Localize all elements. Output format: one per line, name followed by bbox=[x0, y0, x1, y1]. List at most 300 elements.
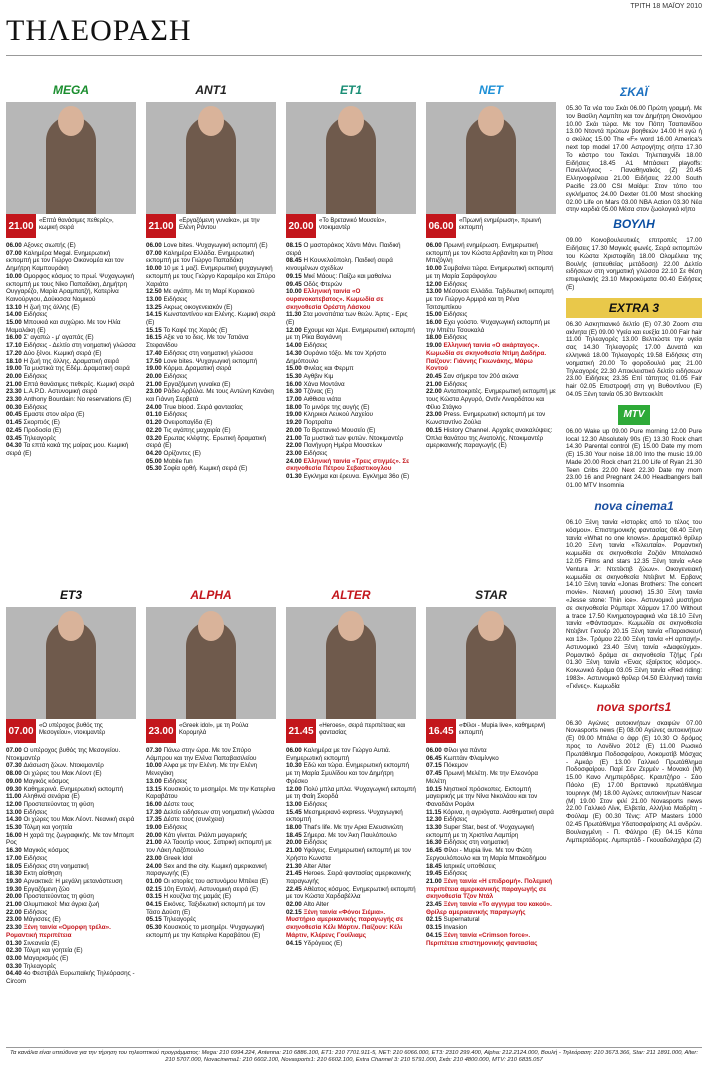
program-time: 07.15 bbox=[426, 762, 444, 770]
program-item bbox=[286, 786, 416, 801]
program-item bbox=[286, 327, 416, 342]
program-item bbox=[286, 419, 416, 427]
program-title: Πρωινή Μελέτη. Με την Ελεονόρα Μελέτη bbox=[426, 770, 539, 785]
program-item bbox=[6, 373, 136, 381]
program-title: Η Κουνελοϋπολη. Παιδική σειρά κινουμένων σχεδίων bbox=[286, 257, 393, 273]
program-title: Ειδήσεις bbox=[443, 816, 468, 824]
program-title: Σοφία ορθή. Κωμική σειρά (Ε) bbox=[163, 465, 248, 473]
program-title: Ο υπέροχος βυθός της Μεσογείου. Ντοκιμαντέρ bbox=[6, 747, 121, 762]
program-title: Ουράνιο τόξο. Με τον Χρήστο Δημόπουλο bbox=[286, 349, 387, 365]
program-title: Ξένη ταινία «Φόνοι Σιέμια». Μυστήριο αμερικανικής παραγωγής σε σκηνοθεσία Κέλι Μάρτιν. Παίζουν: Κέλι Μάρτιν, Κλέρενς Γουίλιαμς bbox=[286, 908, 404, 939]
program-list bbox=[6, 242, 136, 458]
program-time: 19.00 bbox=[146, 365, 164, 373]
program-time: 21.00 bbox=[146, 380, 164, 388]
program-item bbox=[426, 388, 556, 411]
program-item bbox=[6, 427, 136, 435]
program-item bbox=[426, 334, 556, 342]
program-item bbox=[146, 365, 276, 373]
program-time: 10.00 bbox=[286, 288, 304, 296]
program-time: 20.00 bbox=[286, 839, 304, 847]
program-time: 04.30 bbox=[6, 442, 24, 450]
program-item bbox=[6, 396, 136, 404]
program-title: Εμαστε στον αέρα (Ε) bbox=[23, 411, 85, 419]
program-item bbox=[426, 916, 556, 924]
program-time: 02.15 bbox=[286, 908, 304, 916]
program-title: Εικόνες. Ταξιδιωτική εκπομπή με τον Τάσο Δούση (Ε) bbox=[146, 901, 266, 916]
program-time: 14.00 bbox=[286, 342, 304, 350]
channel-logo-et3: ΕΤ3 bbox=[59, 588, 82, 602]
program-title: Αλφα με την Ελένη. Με την Ελένη Μενεγάκη bbox=[146, 762, 258, 778]
program-title: Πανήγυρη Ημέρα Μουσείων bbox=[303, 442, 383, 450]
channel-logo-nova1: nova cinema1 bbox=[594, 499, 674, 514]
program-title: Κουσκούς το μεσημέρι. Ψυχαγωγική εκπομπή με την Κατερίνα Καραβάτου (Ε) bbox=[146, 924, 265, 939]
highlight-time: 06.00 bbox=[426, 214, 456, 238]
program-title: Συμβαίνει τώρα. Ενημερωτική εκπομπή με τη Μαρία Σαράφογλου bbox=[426, 265, 554, 280]
program-title: Σ' αγαπώ - μ' αγαπάς (Ε) bbox=[23, 334, 94, 342]
program-item bbox=[6, 762, 136, 770]
program-item bbox=[146, 288, 276, 296]
program-time: 08.45 bbox=[286, 257, 304, 265]
program-item bbox=[6, 824, 136, 832]
program-time: 14.30 bbox=[6, 816, 24, 824]
program-time: 05.30 bbox=[146, 924, 164, 932]
right-block-skai bbox=[566, 82, 702, 214]
program-title: Φίλοι για πάντα bbox=[443, 747, 487, 754]
program-title: Οι χώρες του Μακ Λέοντ. Νεανική σειρά bbox=[23, 816, 135, 824]
channel-column-ant1 bbox=[146, 80, 276, 473]
program-time: 13.00 bbox=[286, 800, 304, 808]
channel-logo-vouli: ΒΟΥΛΗ bbox=[613, 217, 655, 232]
program-title: Press. Ενημερωτική εκπομπή με τον Κωνσταντίνο Ζούλα bbox=[426, 411, 546, 427]
program-title: Τόλμη και γοητεία bbox=[23, 824, 73, 832]
program-time: 10.15 bbox=[426, 785, 444, 793]
program-paragraph: 06.10 Ξένη ταινία «Ιστορίες από το τέλος του κόσμου». Επιστημονικής φαντασίας 08.40 Ξένη ταινία «What no one knows». Δραματικό θρίλερ 10.20 Ξένη ταινία «Τελευταία». Ρομαντική κωμωδία σε σκηνοθεσία Ζοζιάν Μπαλασκό 12.05 Films and stars 12.35 Ξένη ταινία «Ace Ventura Jr: Ντετέκτιβ ζώων». Οικογενειακή κωμωδία σε σκηνοθεσία Ντέιβιντ Μ. Ερβανς 14.10 Ξένη ταινία «Jonas Brothers: The concert movie». Νεανική μουσική 15.30 Ξένη ταινία «Jesse stone: Thin ice». Αστυνομικό μυστήριο σε σκηνοθεσία Ρόμπερτ Χάρμον 17.00 Without a trace 17.50 Κινηματογραφικά νέα 18.10 Ξένη ταινία «Φάντασμα». Κωμωδία σε σκηνοθεσία Ντέιβιντ Γκουέρ 20.15 Ξένη ταινία «Παραισκευή και 13». Τρόμου 22.00 Ξένη ταινία «Η αρπαγή». Αστυνομικό 23.40 Ξένη ταινία «Διαφεύγμα». Ρομαντικό δράμα σε σκηνοθεσία Τζήμς Γρέι 01.30 Ξένη ταινία «Ένας εξαίρετος κόσμος». Κοινωνικό δράμα 03.05 Ξένη ταινία «Red riding: 1983». Αστυνομικό θρίλερ 04.50 Ελληνική ταινία «Γκίνες». Κωμωδία bbox=[566, 519, 702, 690]
program-title: Προδοσία (Ε) bbox=[23, 426, 62, 434]
program-title: Μπουκιά και συχώριο. Με τον Ηλία Μαμαλάκη (Ε) bbox=[6, 319, 121, 334]
program-title: Ειδήσεις bbox=[23, 403, 48, 411]
program-time: 16.00 bbox=[286, 380, 304, 388]
program-time: 02.15 bbox=[426, 916, 444, 924]
program-time: 01.45 bbox=[6, 419, 24, 427]
program-item bbox=[6, 924, 136, 939]
program-title: Οδός Φτερών bbox=[303, 280, 343, 288]
program-item bbox=[286, 311, 416, 326]
program-item bbox=[426, 342, 556, 373]
channel-logo-alpha: ALPHA bbox=[190, 588, 232, 602]
program-title: Sex and the city. Κωμική αμερικανική παραγωγής (Ε) bbox=[146, 862, 267, 878]
program-time: 15.00 bbox=[6, 319, 24, 327]
highlight-caption bbox=[6, 214, 136, 238]
program-title: Με αγάπη. Με τη Μαρί Κυριακού bbox=[163, 288, 255, 296]
program-title: Υδρόγειος (Ε) bbox=[303, 939, 343, 947]
program-time: 24.00 bbox=[146, 862, 164, 870]
program-time: 19.45 bbox=[426, 870, 444, 878]
program-item bbox=[146, 311, 276, 326]
program-title: Ξένη ταινία «Ομορφη τρέλα». Ρομαντική περιπέτεια bbox=[6, 924, 111, 939]
program-title: Πρωινή ενημέρωση. Ενημερωτική εκπομπή με τον Κώστα Αρβανίτη και τη Ρίτσα Μπιζόγλη bbox=[426, 242, 553, 265]
program-item bbox=[426, 747, 556, 755]
program-time: 06.00 bbox=[426, 747, 444, 754]
program-item bbox=[426, 878, 556, 901]
program-item bbox=[146, 265, 276, 288]
program-time: 21.00 bbox=[426, 877, 444, 885]
program-time: 16.45 bbox=[426, 847, 444, 855]
program-item bbox=[286, 257, 416, 272]
program-title: Ελληνική ταινία «Ο ουρανοκατεβατος». Κωμωδία σε σκηνοθεσία Ορέστη Λάσκου bbox=[286, 288, 384, 311]
program-title: 10η Εντολή. Αστυνομική σειρά (Ε) bbox=[163, 885, 259, 893]
channel-photo-net bbox=[426, 102, 556, 224]
channel-column-et bbox=[286, 80, 416, 481]
program-title: Supernatural bbox=[443, 916, 480, 924]
program-paragraph: 06.30 Ασκηπιανικό δελτίο (Ε) 07.30 Zoom στα ακίνητα (Ε) 09.00 Υγεία και ευεξία 10.00 Fair hair 11.00 Τηλεαγορές 13.00 Βελτιώστε την υγεία σας 14.30 Τηλεαγορές 17.00 Δυνατά και ελληνικά 18.00 Τηλεαγορές 19.58 Ειδήσεις στη νοηματική 20.00 Το φοροδουλιό μας 21.00 Τηλεαγορές 22.30 Αποκλειστικό δελτίο ειδήσεων 23.00 Ειδήσεις 23.35 Επί τάπητος 01.05 Fair hair 02.05 Επιστροφή στη γη Βυθοντίνου (Ε) 04.05 Ξένη ταινία 05.30 Βιντεοκλίπ bbox=[566, 320, 702, 398]
program-title: Εχει γούστο. Ψυχαγωγική εκπομπή με την Μπέτυ Τσουκαλά bbox=[426, 319, 551, 334]
program-item bbox=[6, 778, 136, 786]
program-time: 18.45 bbox=[286, 831, 304, 839]
program-item bbox=[286, 801, 416, 809]
program-time: 05.15 bbox=[146, 916, 164, 924]
program-time: 10.30 bbox=[286, 762, 304, 770]
program-time: 01.10 bbox=[146, 411, 164, 419]
program-title: Ράδιο Αρβύλα. Με τους Αντώνη Κανάκη και Γιάννη Σερβετά bbox=[146, 388, 274, 404]
program-item bbox=[286, 473, 416, 481]
program-title: Κωπτάιν Φλαμίνγκο bbox=[443, 754, 499, 762]
program-item bbox=[286, 458, 416, 473]
program-title: Τηλεαγορές bbox=[23, 962, 57, 970]
title-divider bbox=[6, 55, 702, 56]
program-title: Ακρως οικογενειακόν (Ε) bbox=[163, 303, 233, 311]
program-title: Alto Alter bbox=[303, 901, 329, 909]
program-item bbox=[146, 924, 276, 939]
program-time: 15.00 bbox=[286, 365, 304, 373]
program-time: 21.00 bbox=[286, 434, 304, 442]
highlight-time: 21.00 bbox=[6, 214, 36, 238]
program-item bbox=[6, 855, 136, 863]
program-time: 24.00 bbox=[146, 403, 164, 411]
program-time: 18.00 bbox=[286, 403, 304, 411]
program-time: 13.00 bbox=[146, 295, 164, 303]
program-title: Η χαρά της ζωγραφικής. Με τον Μπομπ Ρος bbox=[6, 831, 135, 847]
program-time: 21.30 bbox=[286, 862, 304, 870]
program-time: 14.00 bbox=[6, 311, 24, 319]
program-item bbox=[6, 816, 136, 824]
program-title: Τόλμη και γοητεία (Ε) bbox=[23, 947, 83, 955]
program-title: Εργαζόμενη ζώο bbox=[23, 885, 70, 893]
program-title: Δέστε τους bbox=[163, 800, 194, 808]
program-item bbox=[146, 296, 276, 304]
program-time: 11.15 bbox=[426, 808, 444, 816]
program-title: History Channel. Αρχαίες ανακαλύψεις: Όπλα θανάτου της Ανατολής. Ντοκιμαντέρ αμερικανικής παραγωγής (Ε) bbox=[426, 426, 553, 450]
program-title: Εδώ και τώρα. Ενημερωτική εκπομπή με τη Μαρία Σμυλίδου και τον Δημήτρη Φρέσκο bbox=[286, 762, 409, 785]
program-time: 21.45 bbox=[286, 870, 304, 878]
program-item bbox=[426, 311, 556, 319]
program-title: Αξονες σιωπής (Ε) bbox=[23, 242, 76, 249]
program-time: 09.45 bbox=[286, 280, 304, 288]
highlight-text: «Heroes», σειρά περιπέτειας και φαντασίας bbox=[316, 719, 416, 743]
program-title: Κουσκούς το μεσημέρι. Με την Κατερίνα Καραβάτου bbox=[146, 785, 276, 801]
highlight-caption bbox=[6, 719, 136, 743]
program-title: Τηλεαγορές bbox=[163, 916, 197, 924]
program-title: Αξιε να το δεις. Με τον Τατιάνα Στεφανίδου bbox=[146, 334, 249, 350]
program-title: Ειδήσεις bbox=[443, 280, 468, 288]
program-title: Καλημέρα με τον Γιώργο Αυτιά. Ενημερωτική εκπομπή bbox=[286, 747, 391, 762]
program-time: 09.30 bbox=[6, 785, 24, 793]
program-title: Αγθβιν Κιμ bbox=[303, 372, 334, 380]
program-title: Μικί Μάους: Παίζω και μαθαίνω bbox=[303, 272, 392, 280]
highlight-text: «Το Βρετανικό Μουσείο», ντοκιμαντέρ bbox=[316, 214, 416, 238]
program-time: 13.15 bbox=[146, 785, 164, 793]
photo-figure-head bbox=[198, 611, 224, 641]
program-time: 01.30 bbox=[6, 939, 24, 947]
channel-logo-star: STAR bbox=[475, 588, 507, 602]
program-title: Το Καφέ της Χαράς (Ε) bbox=[163, 326, 228, 334]
program-title: Τα μυστικά των φυτών. Ντοκιμαντέρ bbox=[303, 434, 404, 442]
program-time: 04.15 bbox=[146, 901, 164, 909]
program-item bbox=[286, 747, 416, 762]
program-title: Φινέας και Φερμπ bbox=[303, 365, 354, 373]
program-title: Αλ Ταουτίρ νιους. Σατιρική εκπομπή με τον Λάκη Λαζόπουλο bbox=[146, 839, 272, 855]
program-time: 01.20 bbox=[146, 419, 164, 427]
program-time: 03.00 bbox=[6, 954, 24, 962]
program-title: Ειδήσεις bbox=[23, 311, 48, 319]
program-time: 22.00 bbox=[6, 908, 24, 916]
program-time: 23.00 bbox=[426, 411, 444, 419]
program-item bbox=[286, 388, 416, 396]
highlight-caption bbox=[426, 719, 556, 743]
program-item bbox=[286, 762, 416, 785]
program-item bbox=[146, 901, 276, 916]
program-title: Τα επτά κακά της μοίρας μου. Κωμική σειρά (Ε) bbox=[6, 442, 129, 457]
channel-photo-mega bbox=[6, 102, 136, 224]
program-title: Τα μυστικά της Εδέμ. Δραματική σειρά bbox=[23, 365, 130, 373]
program-time: 11.00 bbox=[6, 793, 24, 801]
highlight-text: «Εργαζόμενη γυναίκα», με την Ελένη Ράντου bbox=[176, 214, 276, 238]
program-time: 07.00 bbox=[6, 747, 24, 754]
program-item bbox=[286, 824, 416, 832]
channel-column-et3 bbox=[6, 585, 136, 986]
program-time: 19.00 bbox=[146, 824, 164, 832]
program-time: 21.00 bbox=[6, 901, 24, 909]
program-time: 14.15 bbox=[146, 311, 164, 319]
program-title: Η κουζίνα της μαμάς (Ε) bbox=[163, 893, 232, 901]
program-item bbox=[146, 373, 276, 381]
program-item bbox=[286, 832, 416, 840]
right-block-mtv bbox=[566, 405, 702, 490]
program-title: Ειδήσεις bbox=[303, 800, 328, 808]
program-time: 07.45 bbox=[426, 770, 444, 778]
program-item bbox=[286, 342, 416, 350]
program-title: Ολυμπιακοί: Μια άγρια ζωή bbox=[23, 901, 100, 909]
program-item bbox=[426, 411, 556, 426]
program-title: Η ζωή της άλλης (Ε) bbox=[23, 303, 80, 311]
program-time: 20.45 bbox=[426, 372, 444, 380]
highlight-time: 23.00 bbox=[146, 719, 176, 743]
program-title: Love bites. Ψυχαγωγική εκπομπή bbox=[163, 357, 258, 365]
program-title: 4ο Φεστιβάλ Ευρωπαϊκής Τηλεόρασης - Circom bbox=[6, 970, 135, 986]
program-item bbox=[426, 847, 556, 862]
program-item bbox=[6, 747, 136, 762]
program-time: 15.30 bbox=[6, 824, 24, 832]
program-item bbox=[286, 901, 416, 909]
program-list bbox=[146, 747, 276, 940]
program-time: 10.00 bbox=[426, 265, 444, 273]
program-time: 06.00 bbox=[146, 242, 164, 249]
program-title: Ειδήσεις bbox=[163, 824, 188, 832]
program-item bbox=[6, 342, 136, 350]
program-paragraph: 09.00 Κοινοβουλευτικές επιτροπές 17.00 Ειδήσεις 17.30 Μαγικές φωνές. Σειρά εκπομπών του Κώστα Χριστοφίδη 18.00 Ολομέλεια της Βουλής (απευθείας μετάδοση) 22.00 Δελτίο ειδήσεων στη νοηματική γλώσσα 22.10 Σε θέση επιφυλακής 23.10 Μικροκύματα 00.40 Ειδήσεις (Ε) bbox=[566, 237, 702, 291]
program-item bbox=[6, 365, 136, 373]
program-time: 17.00 bbox=[6, 854, 24, 862]
program-time: 02.15 bbox=[146, 885, 164, 893]
program-item bbox=[146, 839, 276, 854]
program-time: 24.00 bbox=[286, 457, 304, 465]
program-time: 07.30 bbox=[6, 762, 24, 770]
program-title: Ειδήσεις bbox=[303, 342, 328, 350]
program-title: Ελληνική ταινία «Τρεις στιγμές». Σε σκηνοθεσία Πέτρου Σεβαστικογλου bbox=[286, 457, 410, 473]
program-title: Ομορφος κόσμος το πρωί. Ψυχαγωγική εκπομπή με τους Νίκο Παπαδάκη, Δημήτρη Ουγγαρέζο, Μαρία Αραμπατζή, Κατερίνα Καινούργιου, Δούκισσα Νομικού bbox=[6, 272, 135, 303]
program-title: Αρνακτικά: Η μεγάλη μετανάστευση bbox=[23, 877, 123, 885]
program-item bbox=[426, 816, 556, 824]
program-item bbox=[286, 427, 416, 435]
program-time: 20.00 bbox=[286, 426, 304, 434]
photo-figure-head bbox=[478, 106, 504, 136]
program-item bbox=[6, 832, 136, 847]
channel-logo-extra: EXTRA 3 bbox=[566, 298, 702, 318]
program-title: Οι ιστορίες του αστυνόμου Μπέκα (Ε) bbox=[163, 877, 269, 885]
program-list bbox=[6, 747, 136, 986]
program-time: 19.00 bbox=[286, 411, 304, 419]
right-block-nova1 bbox=[566, 496, 702, 691]
photo-figure-head bbox=[58, 611, 84, 641]
program-title: Η ζωή της άλλης. Δραματική σειρά bbox=[23, 357, 120, 365]
program-title: Διάσωση ζώων. Ντοκιμαντέρ bbox=[23, 762, 104, 770]
channel-photo-alpha bbox=[146, 607, 276, 729]
program-time: 18.10 bbox=[6, 357, 24, 365]
program-time: 23.00 bbox=[286, 449, 304, 457]
program-title: Τηλεαγορές bbox=[23, 434, 57, 442]
program-time: 16.00 bbox=[6, 334, 24, 342]
program-item bbox=[6, 334, 136, 342]
program-title: Ελληνική ταινία «Ο ακάρταγος». Κωμωδία σε σκηνοθεσία Ντίμη Δαδήρα. Παίζουν: Γιάννης Γκιωνάκης, Μάρω Κοντού bbox=[426, 342, 547, 373]
highlight-time: 21.00 bbox=[146, 214, 176, 238]
program-time: 12.30 bbox=[426, 816, 444, 824]
program-title: Πολύ μπλα μπλα. Ψυχαγωγική εκπομπή με τη Φαίη Σκορδά bbox=[286, 785, 416, 801]
program-time: 16.00 bbox=[426, 319, 444, 327]
program-item bbox=[6, 419, 136, 427]
program-title: Πορτραίτα bbox=[303, 419, 333, 427]
program-title: Κόρμα. Δραματική σειρά bbox=[163, 365, 232, 373]
issue-date: ΤΡΙΤΗ 18 ΜΑΪΟΥ 2010 bbox=[630, 3, 702, 10]
program-title: Κληρικοι Λευκού Λαχείου bbox=[303, 411, 373, 419]
photo-figure-head bbox=[338, 106, 364, 136]
program-time: 13.00 bbox=[426, 288, 444, 296]
program-title: Ειδήσεις bbox=[163, 295, 188, 303]
program-time: 11.30 bbox=[286, 311, 304, 319]
program-title: Εκτη αίσθηση bbox=[23, 870, 62, 878]
program-time: 12.00 bbox=[6, 800, 24, 808]
program-title: Επτά θανάσιμες πεθερές. Κωμική σειρά bbox=[23, 380, 135, 388]
program-time: 08.00 bbox=[6, 770, 24, 778]
program-time: 03.15 bbox=[426, 924, 444, 932]
program-list bbox=[286, 242, 416, 481]
program-time: 17.30 bbox=[146, 808, 164, 816]
program-time: 00.30 bbox=[6, 403, 24, 411]
program-title: Στα μονοπάτια των θεών. Άρτις - Ερις (Ε) bbox=[286, 311, 408, 327]
program-title: Ειδήσεις - Δελτίο στη νοηματική γλώσσα bbox=[23, 342, 136, 350]
highlight-caption bbox=[286, 719, 416, 743]
program-item bbox=[6, 304, 136, 312]
program-time: 10.00 bbox=[146, 265, 164, 273]
program-item bbox=[426, 924, 556, 932]
program-time: 12.50 bbox=[146, 288, 164, 296]
program-title: Αληθινά σενάρια (Ε) bbox=[23, 793, 80, 801]
program-title: Ειδήσεις bbox=[443, 311, 468, 319]
highlight-caption bbox=[146, 214, 276, 238]
program-title: Invasion bbox=[443, 924, 467, 932]
program-item bbox=[286, 450, 416, 458]
program-time: 02.20 bbox=[146, 426, 164, 434]
program-time: 17.20 bbox=[6, 349, 24, 357]
program-title: Ορίζοντες (Ε) bbox=[163, 449, 201, 457]
program-item bbox=[146, 893, 276, 901]
program-time: 14.30 bbox=[286, 349, 304, 357]
program-item bbox=[6, 893, 136, 901]
program-item bbox=[6, 970, 136, 985]
program-item bbox=[426, 762, 556, 770]
right-column bbox=[566, 82, 702, 844]
program-title: Ειδήσεις bbox=[23, 372, 48, 380]
program-title: Ειδήσεις bbox=[23, 854, 48, 862]
program-time: 17.35 bbox=[146, 816, 164, 824]
channel-logo-alter: ALTER bbox=[331, 588, 371, 602]
program-time: 13.00 bbox=[6, 808, 24, 816]
program-title: Καλημέρα Megal. Ενημερωτική εκπομπή με τον Γιώργο Οικονομέα και τον Δημήτρη Καμπουράκη bbox=[6, 249, 124, 273]
program-title: Μαγικός κόσμος bbox=[23, 847, 69, 855]
program-title: Πάνω στην ώρα. Με τον Σπύρο Λάμπρου και την Ελένα Παπαβασιλείου bbox=[146, 747, 257, 762]
program-item bbox=[286, 940, 416, 948]
channel-photo-star bbox=[426, 607, 556, 729]
program-time: 03.45 bbox=[6, 434, 24, 442]
program-item bbox=[146, 786, 276, 801]
channel-column-star bbox=[426, 585, 556, 947]
program-item bbox=[146, 427, 276, 435]
highlight-text: «Επτά θανάσιμες πεθερές», κωμική σειρά bbox=[36, 214, 136, 238]
program-title: Μαγικός κόσμος bbox=[23, 777, 69, 785]
program-time: 19.00 bbox=[426, 342, 444, 350]
program-item bbox=[146, 388, 276, 403]
program-title: Ειδήσεις bbox=[23, 908, 48, 916]
program-time: 18.30 bbox=[6, 870, 24, 878]
highlight-time: 16.45 bbox=[426, 719, 456, 743]
program-item bbox=[146, 816, 276, 824]
program-title: Ανταποκριτές. Ενημερωτική εκπομπή με τους Κώστα Αργυρό, Οντίν Λιναρδάτου και Φίλιο Στάγκο bbox=[426, 388, 556, 411]
highlight-time: 21.45 bbox=[286, 719, 316, 743]
right-block-extra bbox=[566, 298, 702, 399]
program-time: 06.00 bbox=[286, 747, 304, 754]
channel-photo-et3 bbox=[6, 607, 136, 729]
program-time: 23.45 bbox=[426, 901, 444, 909]
program-time: 17.00 bbox=[286, 396, 304, 404]
program-time: 03.15 bbox=[146, 893, 164, 901]
program-time: 04.15 bbox=[426, 931, 444, 939]
program-item bbox=[146, 465, 276, 473]
program-time: 15.45 bbox=[286, 808, 304, 816]
program-time: 16.00 bbox=[146, 800, 164, 808]
program-time: 20.00 bbox=[6, 372, 24, 380]
program-item bbox=[286, 242, 416, 257]
program-title: Ιατρικές υποθέσεις bbox=[443, 862, 496, 870]
program-time: 10.00 bbox=[146, 762, 164, 770]
program-time: 06.00 bbox=[6, 242, 24, 249]
